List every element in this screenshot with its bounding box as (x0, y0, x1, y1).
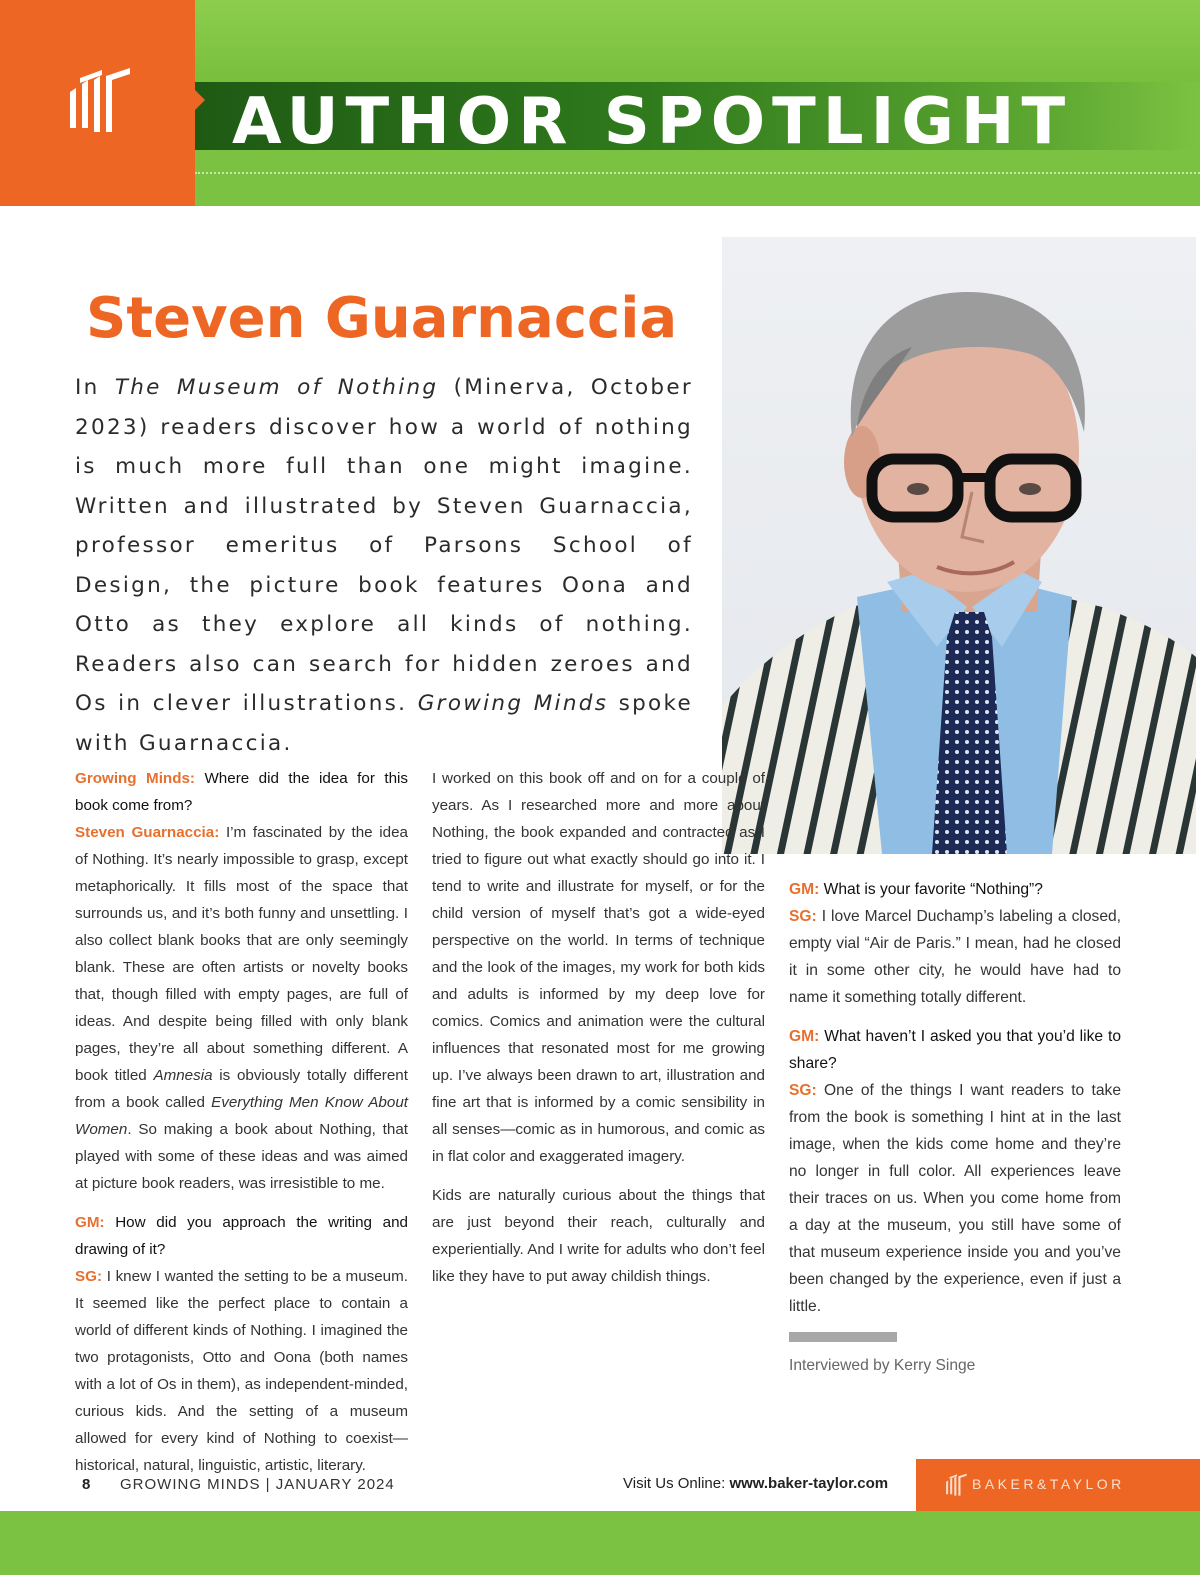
book-title: Amnesia (153, 1067, 213, 1084)
question-text: What haven’t I asked you that you’d like to share? (789, 1028, 1121, 1072)
book-title: The Museum of Nothing (114, 375, 439, 400)
header-notch (195, 90, 205, 110)
intro-text: In (75, 375, 115, 400)
question-text: How did you approach the writing and drawing of it? (75, 1214, 408, 1258)
magazine-issue: GROWING MINDS | JANUARY 2024 (120, 1476, 395, 1493)
author-name: Steven Guarnaccia (86, 286, 678, 351)
speaker-label: GM: (789, 881, 820, 898)
footer-bar (0, 1511, 1200, 1575)
visit-online (623, 1475, 888, 1492)
book-title: Everything Men Know About Women (75, 1094, 408, 1138)
header-top-band (195, 0, 1200, 82)
answer-text: I love Marcel Duchamp’s labeling a closed, empty vial “Air de Paris.” I mean, had he closed it in some other city, he would have had to name it something totally different. (789, 908, 1121, 1006)
answer-text: I’m fascinated by the idea of Nothing. It’s nearly impossible to grasp, except metaphorically. It fills most of the space that surrounds us, and it’s both funny and unsettling. I also collect blank books that are only seemingly blank. These are often artists or novelty books that, though filled with empty pages, are full of ideas. And despite being filled with only blank pages, they’re all about something different. A book titled (75, 824, 409, 1084)
answer-text: I knew I wanted the setting to be a museum. It seemed like the perfect place to contain a world of different kinds of Nothing. I imagined the two protagonists, Otto and Oona (both names with a lot of Os in them), as independent-minded, curious kids. And the setting of a museum allowed for every kind of Nothing to coexist—historical, natural, linguistic, artistic, literary. (75, 1268, 408, 1474)
speaker-label: Growing Minds: (75, 770, 195, 787)
baker-taylor-logo-icon (944, 1473, 968, 1497)
magazine-name: Growing Minds (417, 691, 609, 716)
question-text: Where did the idea for this book come from? (75, 770, 408, 814)
intro-paragraph (75, 368, 693, 763)
interview-block (789, 876, 1121, 1011)
intro-text: spoke with Guarnaccia. (75, 691, 694, 756)
answer-text: . So making a book about Nothing, that played with some of these ideas and was aimed at picture book readers, was irresistible to me. (75, 1121, 408, 1192)
intro-text: (Minerva, October 2023) readers discover how a world of nothing is much more full than one might imagine. Written and illustrated by Steven Guarnaccia, professor emeritus of Parsons School of Design, the picture book features Oona and Otto as they explore all kinds of nothing. Readers also can search for hidden zeroes and Os in clever illustrations. (75, 375, 694, 716)
interview-block (75, 765, 408, 1197)
baker-taylor-logo-icon (66, 66, 132, 136)
speaker-label: SG: (789, 908, 817, 925)
article-column-1 (75, 765, 408, 1491)
author-portrait-illustration (722, 237, 1196, 854)
page-number: 8 (82, 1476, 91, 1493)
website-link[interactable]: www.baker-taylor.com (729, 1475, 889, 1492)
article-column-3 (789, 876, 1121, 1379)
article-column-2 (432, 765, 765, 1302)
header-dotted-rule (195, 172, 1200, 174)
header-banner (0, 0, 1200, 206)
speaker-label: GM: (75, 1214, 105, 1231)
visit-label: Visit Us Online: (623, 1475, 730, 1492)
answer-text: is obviously totally different from a book called (75, 1067, 408, 1111)
answer-paragraph: Kids are naturally curious about the things that are just beyond their reach, culturally and experientially. And I write for adults who don’t feel like they have to put away childish things. (432, 1187, 765, 1285)
answer-paragraph: I worked on this book off and on for a couple of years. As I researched more and more about Nothing, the book expanded and contracted as I tried to figure out what exactly should go into it. I tend to write and illustrate for myself, or for the child version of myself that’s got a wide-eyed perspective on the world. In terms of technique and the look of the images, my work for both kids and adults is informed by my deep love for comics. Comics and animation were the cultural influences that resonated most for me growing up. I’ve always been drawn to art, illustration and fine art that is informed by a comic sensibility in all senses—comic as in humorous, and comic as in flat color and exaggerated imagery. (432, 770, 765, 1165)
footer-brand-badge (916, 1459, 1200, 1511)
interview-block (75, 1209, 408, 1479)
speaker-label: Steven Guarnaccia: (75, 824, 220, 841)
interview-block (789, 1023, 1121, 1320)
brand-name: BAKER&TAYLOR (972, 1476, 1125, 1492)
speaker-label: GM: (789, 1028, 820, 1045)
section-title: AUTHOR SPOTLIGHT (232, 85, 1073, 159)
author-portrait (722, 237, 1196, 854)
interviewer-credit: Interviewed by Kerry Singe (789, 1357, 976, 1374)
speaker-label: SG: (75, 1268, 103, 1285)
question-text: What is your favorite “Nothing”? (819, 881, 1043, 898)
speaker-label: SG: (789, 1082, 817, 1099)
header-logo-block (0, 0, 195, 206)
divider (789, 1332, 897, 1342)
answer-text: One of the things I want readers to take from the book is something I hint at in the last image, when the kids come home and they’re no longer in full color. All experiences leave their traces on us. When you come home from a day at the museum, you still have some of that museum experience inside you and you’ve been changed by the experience, even if just a little. (789, 1082, 1121, 1315)
